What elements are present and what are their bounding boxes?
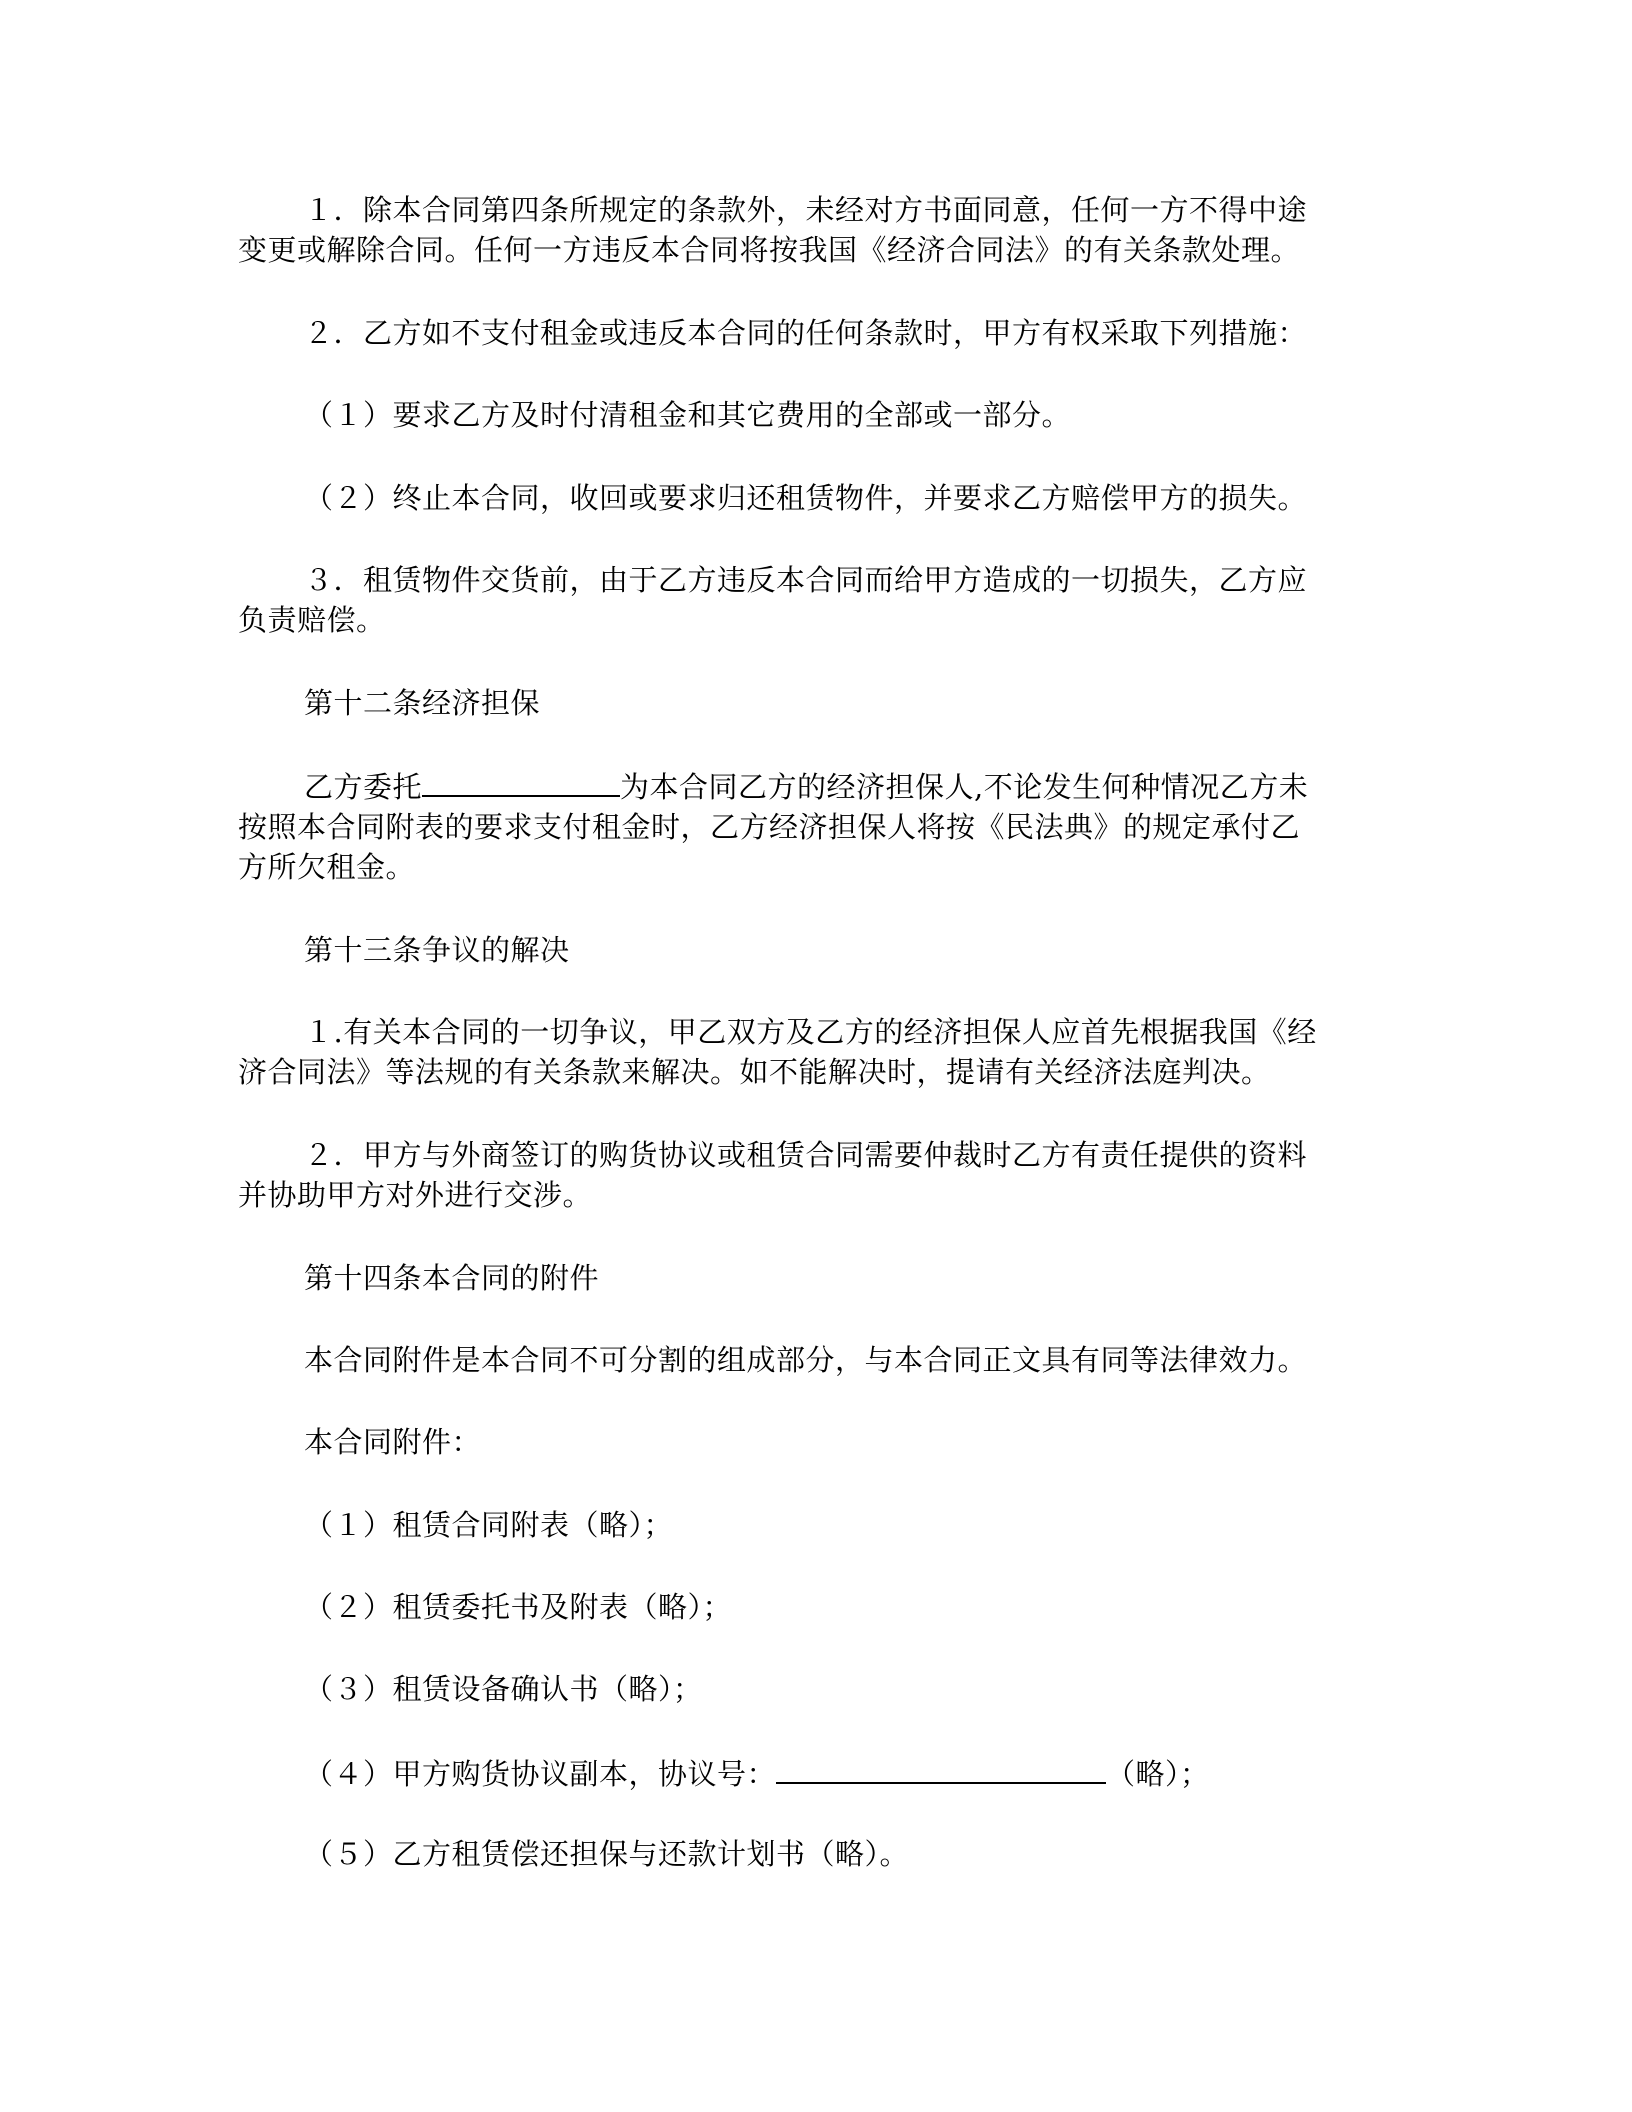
article-13-clause-1-line-1: １.有关本合同的一切争议，甲乙双方及乙方的经济担保人应首先根据我国《经 <box>304 1015 1317 1049</box>
attachment-item-3: （３）租赁设备确认书（略）； <box>304 1672 703 1706</box>
article-12-line-3: 方所欠租金。 <box>238 850 416 884</box>
article-14-intro: 本合同附件是本合同不可分割的组成部分，与本合同正文具有同等法律效力。 <box>304 1343 1308 1377</box>
clause-2-text: ２．乙方如不支付租金或违反本合同的任何条款时，甲方有权采取下列措施： <box>304 316 1308 350</box>
article-13-clause-1-line-2: 济合同法》等法规的有关条款来解决。如不能解决时，提请有关经济法庭判决。 <box>238 1055 1271 1089</box>
attachment-item-4: （４）甲方购货协议副本，协议号： （略）； <box>238 1752 1390 1794</box>
article-13-heading: 第十三条争议的解决 <box>304 933 570 967</box>
clause-1-line-1: １．除本合同第四条所规定的条款外，未经对方书面同意，任何一方不得中途 <box>304 193 1308 227</box>
article-14-heading: 第十四条本合同的附件 <box>304 1261 600 1295</box>
clause-3-line-1: ３．租赁物件交货前，由于乙方违反本合同而给甲方造成的一切损失，乙方应 <box>304 563 1308 597</box>
agreement-number-blank-field[interactable] <box>776 1752 1106 1784</box>
guarantor-blank-field[interactable] <box>422 765 620 797</box>
article-12-line-2: 按照本合同附表的要求支付租金时，乙方经济担保人将按《民法典》的规定承付乙 <box>238 810 1301 844</box>
clause-3 <box>238 560 1390 640</box>
article-14-list-label: 本合同附件： <box>304 1425 482 1459</box>
article-13-clause-1 <box>238 1012 1390 1092</box>
clause-1-line-2: 变更或解除合同。任何一方违反本合同将按我国《经济合同法》的有关条款处理。 <box>238 233 1301 267</box>
attachment-item-1: （１）租赁合同附表（略）； <box>304 1508 674 1542</box>
clause-2-item-1: （１）要求乙方及时付清租金和其它费用的全部或一部分。 <box>304 398 1072 432</box>
clause-3-line-2: 负责赔偿。 <box>238 603 386 637</box>
clause-1 <box>238 190 1390 270</box>
attachment-item-2: （２）租赁委托书及附表（略）； <box>304 1590 733 1624</box>
attachment-item-5: （５）乙方租赁偿还担保与还款计划书（略）。 <box>304 1837 910 1871</box>
clause-2-item-2: （２）终止本合同，收回或要求归还租赁物件，并要求乙方赔偿甲方的损失。 <box>304 481 1308 515</box>
article-13-clause-2-line-1: ２．甲方与外商签订的购货协议或租赁合同需要仲裁时乙方有责任提供的资料 <box>304 1138 1308 1172</box>
clause-2 <box>238 313 1390 353</box>
article-13-clause-2 <box>238 1135 1390 1215</box>
article-12-line-1: 乙方委托 为本合同乙方的经济担保人,不论发生何种情况乙方未 <box>238 765 1390 807</box>
article-12-heading: 第十二条经济担保 <box>304 686 541 720</box>
article-12-body <box>238 765 1390 887</box>
article-13-clause-2-line-2: 并协助甲方对外进行交涉。 <box>238 1178 593 1212</box>
